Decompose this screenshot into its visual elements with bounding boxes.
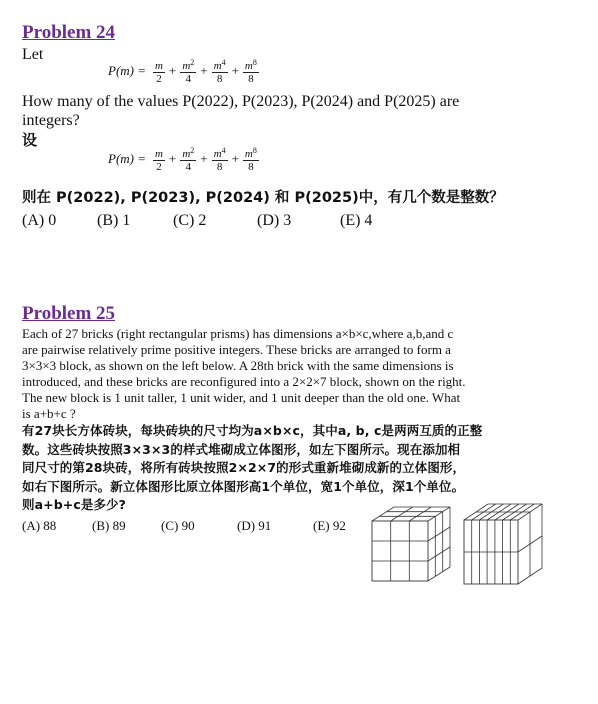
fraction-term: $\frac{m^4}{8}$ (213, 146, 226, 173)
fraction-term: $\frac{m^4}{8}$ (213, 58, 226, 85)
problem-24-title: Problem 24 (22, 22, 116, 43)
question-en-line2: integers? (22, 112, 80, 129)
choice-c[interactable]: (C) 2 (173, 212, 207, 229)
fraction-term: $\frac{m^8}{8}$ (244, 58, 257, 85)
choice-e[interactable]: (E) 92 (313, 518, 346, 533)
text-line: 数。这些砖块按照3×3×3的样式堆砌成立体图形，如左下图所示。现在添加相 (22, 441, 461, 457)
choice-a[interactable]: (A) 88 (22, 518, 57, 533)
text-line: The new block is 1 unit taller, 1 unit wider, and 1 unit deeper than the old one. What (22, 390, 461, 405)
formula-en: P(m) = $\frac{m}{2}$ + $\frac{m^2}{4}$ + $\frac{m^4}{8}$ + $\frac{m^8}{8}$ (108, 58, 257, 85)
choice-d[interactable]: (D) 3 (257, 212, 292, 229)
question-en-line1: How many of the values P(2022), P(2023), P(2024) and P(2025) are (22, 93, 460, 110)
text-line: are pairwise relatively prime positive integers. These bricks are arranged to form a (22, 342, 451, 357)
text-line: is a+b+c ? (22, 406, 76, 421)
text-line: 同尺寸的第28块砖，将所有砖块按照2×2×7的形式重新堆砌成新的立体图形， (22, 460, 466, 475)
choice-c[interactable]: (C) 90 (161, 518, 195, 533)
choice-e[interactable]: (E) 4 (340, 212, 373, 229)
choice-a[interactable]: (A) 0 (22, 212, 57, 229)
choice-b[interactable]: (B) 1 (97, 212, 131, 229)
fraction-term: $\frac{m^8}{8}$ (244, 146, 257, 173)
fraction-term: $\frac{m^2}{4}$ (182, 146, 195, 173)
text-line: Each of 27 bricks (right rectangular prisms) has dimensions a×b×c,where a,b,and c (22, 326, 454, 341)
text-line: 如右下图所示。新立体图形比原立体图形高1个单位，宽1个单位，深1个单位。 (22, 478, 465, 494)
fraction-term: $\frac{m^2}{4}$ (182, 58, 195, 85)
text-line: 有27块长方体砖块，每块砖块的尺寸均为a×b×c，其中a, b, c是两两互质的正整 (22, 423, 483, 438)
question-cn: 则在 P(2022), P(2023), P(2024) 和 P(2025)中，有几个数是整数？ (22, 190, 504, 206)
text-line: 3×3×3 block, as shown on the left below. A 28th brick with the same dimensions is (22, 358, 454, 373)
answer-choices-25 (0, 518, 370, 536)
choice-d[interactable]: (D) 91 (237, 518, 272, 533)
formula-lhs: P(m) = (108, 63, 147, 78)
choice-b[interactable]: (B) 89 (92, 518, 126, 533)
fraction-term: $\frac{m}{2}$ (155, 148, 163, 173)
fraction-term: $\frac{m}{2}$ (155, 60, 163, 85)
text-line: 则a+b+c是多少? (22, 497, 126, 512)
she-label: 设 (22, 131, 38, 149)
problem-25-english (22, 326, 582, 422)
brick-block-2x2x7-figure (460, 500, 555, 595)
brick-block-3x3x3-figure (368, 503, 458, 593)
problem-25-title: Problem 25 (22, 303, 116, 324)
let-label: Let (22, 46, 44, 63)
formula-cn: P(m) = $\frac{m}{2}$ + $\frac{m^2}{4}$ + $\frac{m^4}{8}$ + $\frac{m^8}{8}$ (108, 146, 257, 173)
text-line: introduced, and these bricks are reconfigured into a 2×2×7 block, shown on the right. (22, 374, 466, 389)
answer-choices-24 (0, 211, 598, 231)
